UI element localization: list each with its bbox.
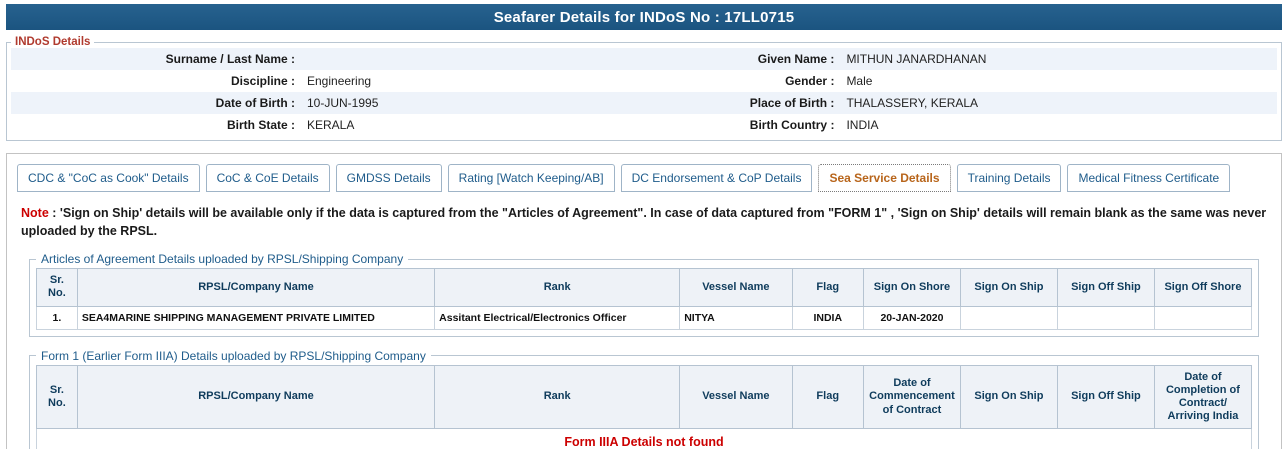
aoa-header-sign-off-shore: Sign Off Shore: [1154, 269, 1251, 306]
form1-section: [29, 349, 1259, 449]
given-name-value: MITHUN JANARDHANAN: [840, 48, 1277, 70]
table-header-row: [37, 365, 1252, 429]
tab-dc-endorsement-cop[interactable]: DC Endorsement & CoP Details: [621, 164, 813, 192]
surname-label: Surname / Last Name :: [11, 48, 301, 70]
indos-details-legend: INDoS Details: [15, 36, 91, 48]
aoa-cell-flag: INDIA: [792, 306, 863, 329]
form1-legend: Form 1 (Earlier Form IIIA) Details uploaded by RPSL/Shipping Company: [41, 348, 426, 363]
form1-header-sign-off-ship: Sign Off Ship: [1057, 365, 1154, 429]
articles-of-agreement-legend: Articles of Agreement Details uploaded by RPSL/Shipping Company: [41, 252, 404, 267]
tab-cdc-coc-as-cook[interactable]: CDC & "CoC as Cook" Details: [17, 164, 200, 192]
tab-bar: [15, 162, 1273, 192]
aoa-header-sr-no: Sr. No.: [37, 269, 78, 306]
form1-table: [36, 365, 1252, 430]
tab-rating-watch-keeping[interactable]: Rating [Watch Keeping/AB]: [448, 164, 615, 192]
place-of-birth-label: Place of Birth :: [540, 92, 840, 114]
birth-country-label: Birth Country :: [540, 114, 840, 136]
aoa-header-company: RPSL/Company Name: [77, 269, 434, 306]
form1-header-sign-on-ship: Sign On Ship: [960, 365, 1057, 429]
indos-details-table: [11, 48, 1277, 136]
form1-header-date-completion: Date of Completion of Contract/ Arriving India: [1154, 365, 1251, 429]
form1-header-sr-no: Sr. No.: [37, 365, 78, 429]
table-row: [11, 48, 1277, 70]
aoa-header-vessel: Vessel Name: [680, 269, 792, 306]
aoa-cell-company: SEA4MARINE SHIPPING MANAGEMENT PRIVATE LIMITED: [77, 306, 434, 329]
indos-details-section: [6, 36, 1282, 141]
gender-value: Male: [840, 70, 1277, 92]
aoa-header-sign-on-shore: Sign On Shore: [863, 269, 960, 306]
note-text: : 'Sign on Ship' details will be available only if the data is captured from the "Articles of Agreement". In case of data captured from "FORM 1" , 'Sign on Ship' details will remain blank as the same was never uploaded by the RPSL.: [21, 206, 1267, 239]
given-name-label: Given Name :: [540, 48, 840, 70]
sea-service-note: [21, 204, 1267, 240]
form1-header-rank: Rank: [435, 365, 680, 429]
form1-header-company: RPSL/Company Name: [77, 365, 434, 429]
date-of-birth-value: 10-JUN-1995: [301, 92, 540, 114]
form1-header-date-commencement: Date of Commencement of Contract: [863, 365, 960, 429]
articles-of-agreement-section: [29, 252, 1259, 336]
place-of-birth-value: THALASSERY, KERALA: [840, 92, 1277, 114]
aoa-cell-vessel: NITYA: [680, 306, 792, 329]
discipline-label: Discipline :: [11, 70, 301, 92]
table-row: [11, 70, 1277, 92]
gender-label: Gender :: [540, 70, 840, 92]
aoa-cell-sign-off-shore: [1154, 306, 1251, 329]
aoa-header-rank: Rank: [435, 269, 680, 306]
birth-state-value: KERALA: [301, 114, 540, 136]
details-panel: [6, 153, 1282, 449]
aoa-cell-sign-on-shore: 20-JAN-2020: [863, 306, 960, 329]
tab-gmdss[interactable]: GMDSS Details: [336, 164, 442, 192]
articles-of-agreement-table: [36, 268, 1252, 329]
date-of-birth-label: Date of Birth :: [11, 92, 301, 114]
tab-sea-service[interactable]: Sea Service Details: [818, 164, 950, 192]
aoa-cell-sr-no: 1.: [37, 306, 78, 329]
discipline-value: Engineering: [301, 70, 540, 92]
aoa-cell-sign-on-ship: [960, 306, 1057, 329]
aoa-header-sign-off-ship: Sign Off Ship: [1057, 269, 1154, 306]
aoa-cell-rank: Assitant Electrical/Electronics Officer: [435, 306, 680, 329]
table-row: [37, 306, 1252, 329]
birth-state-label: Birth State :: [11, 114, 301, 136]
surname-value: [301, 48, 540, 70]
table-row: [11, 92, 1277, 114]
tab-medical-fitness[interactable]: Medical Fitness Certificate: [1067, 164, 1230, 192]
birth-country-value: INDIA: [840, 114, 1277, 136]
tab-coc-coe[interactable]: CoC & CoE Details: [206, 164, 330, 192]
table-row: [11, 114, 1277, 136]
form1-header-vessel: Vessel Name: [680, 365, 792, 429]
aoa-cell-sign-off-ship: [1057, 306, 1154, 329]
table-header-row: [37, 269, 1252, 306]
note-keyword: Note: [21, 206, 49, 220]
aoa-header-flag: Flag: [792, 269, 863, 306]
page-title: Seafarer Details for INDoS No : 17LL0715: [6, 4, 1282, 30]
form1-empty-message: Form IIIA Details not found: [36, 429, 1252, 449]
form1-header-flag: Flag: [792, 365, 863, 429]
aoa-header-sign-on-ship: Sign On Ship: [960, 269, 1057, 306]
tab-training[interactable]: Training Details: [957, 164, 1062, 192]
